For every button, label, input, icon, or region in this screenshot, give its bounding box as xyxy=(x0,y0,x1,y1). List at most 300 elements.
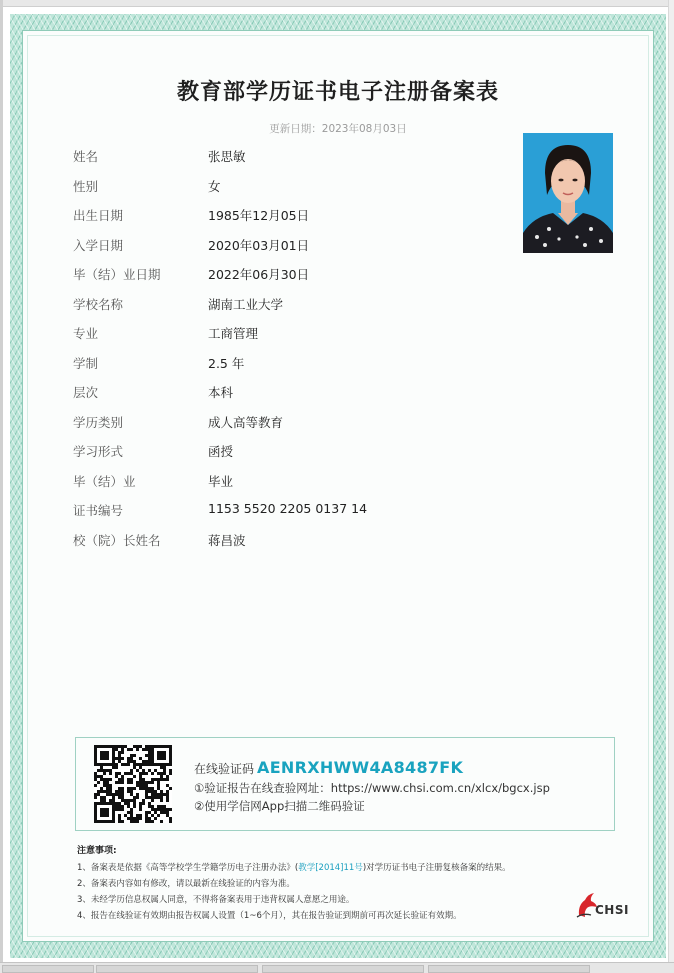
qr-module xyxy=(109,799,112,802)
qr-module xyxy=(130,748,133,751)
qr-module xyxy=(121,790,124,793)
qr-module xyxy=(151,820,154,823)
qr-module xyxy=(157,796,160,799)
qr-module xyxy=(100,775,103,778)
qr-module xyxy=(163,793,166,796)
qr-module xyxy=(127,748,130,751)
qr-module xyxy=(166,814,169,817)
qr-module xyxy=(115,790,118,793)
qr-module xyxy=(97,793,100,796)
field-label: 学制 xyxy=(73,355,99,371)
qr-module xyxy=(106,793,109,796)
qr-module xyxy=(148,748,151,751)
qr-module xyxy=(160,796,163,799)
qr-module xyxy=(151,796,154,799)
qr-finder xyxy=(100,751,109,760)
qr-module xyxy=(136,781,139,784)
qr-module xyxy=(133,805,136,808)
qr-module xyxy=(103,778,106,781)
qr-module xyxy=(100,790,103,793)
qr-module xyxy=(163,778,166,781)
field-value: 函授 xyxy=(208,444,234,459)
qr-module xyxy=(115,781,118,784)
qr-module xyxy=(148,802,151,805)
qr-module xyxy=(142,781,145,784)
qr-module xyxy=(127,799,130,802)
qr-module xyxy=(133,763,136,766)
qr-module xyxy=(166,811,169,814)
qr-module xyxy=(133,754,136,757)
qr-module xyxy=(121,799,124,802)
qr-module xyxy=(100,766,103,769)
qr-module xyxy=(148,745,151,748)
qr-module xyxy=(142,778,145,781)
qr-module xyxy=(145,760,148,763)
qr-module xyxy=(139,775,142,778)
note-1-post: )对学历证书电子注册复核备案的结果。 xyxy=(362,863,511,873)
qr-module xyxy=(148,769,151,772)
qr-module xyxy=(118,781,121,784)
qr-module xyxy=(121,745,124,748)
qr-module xyxy=(151,790,154,793)
qr-module xyxy=(130,820,133,823)
qr-module xyxy=(148,805,151,808)
qr-module xyxy=(145,754,148,757)
qr-module xyxy=(121,820,124,823)
qr-module xyxy=(169,817,172,820)
qr-module xyxy=(148,763,151,766)
field-value: 毕业 xyxy=(208,473,234,489)
qr-module xyxy=(115,763,118,766)
qr-module xyxy=(115,772,118,775)
qr-module xyxy=(148,796,151,799)
qr-module xyxy=(121,796,124,799)
qr-module xyxy=(124,745,127,748)
qr-module xyxy=(154,769,157,772)
qr-module xyxy=(139,745,142,748)
qr-module xyxy=(121,757,124,760)
qr-module xyxy=(142,772,145,775)
qr-module xyxy=(115,745,118,748)
qr-module xyxy=(157,787,160,790)
qr-module xyxy=(118,796,121,799)
qr-module xyxy=(121,787,124,790)
qr-module xyxy=(103,769,106,772)
qr-module xyxy=(106,781,109,784)
viewer-bottom-bar xyxy=(0,962,674,973)
qr-module xyxy=(145,796,148,799)
qr-module xyxy=(127,811,130,814)
qr-module xyxy=(130,760,133,763)
qr-module xyxy=(103,784,106,787)
qr-module xyxy=(166,778,169,781)
qr-module xyxy=(124,802,127,805)
qr-module xyxy=(115,775,118,778)
qr-module xyxy=(145,781,148,784)
qr-module xyxy=(136,763,139,766)
qr-module xyxy=(160,793,163,796)
qr-code-graphic xyxy=(94,745,172,823)
qr-module xyxy=(145,787,148,790)
qr-module xyxy=(139,778,142,781)
qr-module xyxy=(151,808,154,811)
field-value: 成人高等教育 xyxy=(208,414,284,430)
qr-module xyxy=(127,802,130,805)
qr-module xyxy=(145,820,148,823)
qr-module xyxy=(139,781,142,784)
qr-module xyxy=(157,793,160,796)
qr-module xyxy=(115,808,118,811)
qr-module xyxy=(169,787,172,790)
qr-module xyxy=(94,784,97,787)
portrait-icon xyxy=(523,133,613,253)
field-label: 层次 xyxy=(73,385,99,400)
qr-module xyxy=(109,778,112,781)
note-1-link[interactable]: 教学[2014]11号 xyxy=(298,863,363,873)
qr-module xyxy=(160,778,163,781)
qr-module xyxy=(142,787,145,790)
qr-module xyxy=(118,772,121,775)
qr-module xyxy=(160,775,163,778)
field-value: 蒋昌波 xyxy=(208,532,246,548)
qr-module xyxy=(136,745,139,748)
qr-module xyxy=(109,787,112,790)
qr-module xyxy=(118,754,121,757)
verification-url-line[interactable]: ①验证报告在线查验网址：https://www.chsi.com.cn/xlcx/bgcx.jsp xyxy=(194,781,550,795)
qr-module xyxy=(118,757,121,760)
qr-module xyxy=(118,805,121,808)
qr-module xyxy=(97,769,100,772)
qr-module xyxy=(151,805,154,808)
qr-module xyxy=(115,802,118,805)
qr-module xyxy=(127,787,130,790)
field-value: 女 xyxy=(208,178,221,194)
qr-module xyxy=(112,793,115,796)
qr-module xyxy=(157,772,160,775)
field-label: 性别 xyxy=(73,178,99,194)
field-label: 学习形式 xyxy=(73,444,124,459)
qr-module xyxy=(133,745,136,748)
qr-module xyxy=(94,796,97,799)
qr-module xyxy=(130,814,133,817)
verification-code-label: 在线验证码 xyxy=(194,762,255,776)
qr-module xyxy=(145,814,148,817)
qr-module xyxy=(103,772,106,775)
qr-module xyxy=(118,817,121,820)
qr-module xyxy=(148,760,151,763)
qr-module xyxy=(121,805,124,808)
chsi-logo-text: CHSI xyxy=(595,903,629,917)
field-value: 工商管理 xyxy=(208,326,259,341)
qr-module xyxy=(118,793,121,796)
qr-module xyxy=(130,754,133,757)
field-label: 姓名 xyxy=(73,149,99,164)
qr-module xyxy=(157,784,160,787)
qr-module xyxy=(139,802,142,805)
qr-module xyxy=(121,793,124,796)
field-label: 证书编号 xyxy=(73,503,124,518)
qr-module xyxy=(160,811,163,814)
field-label: 校（院）长姓名 xyxy=(73,532,161,548)
qr-module xyxy=(160,805,163,808)
qr-module xyxy=(163,766,166,769)
id-photo xyxy=(523,133,613,253)
qr-module xyxy=(97,775,100,778)
qr-module xyxy=(94,772,97,775)
qr-module xyxy=(151,772,154,775)
qr-module xyxy=(139,817,142,820)
qr-module xyxy=(160,808,163,811)
qr-module xyxy=(97,781,100,784)
qr-module xyxy=(160,799,163,802)
qr-module xyxy=(130,772,133,775)
qr-module xyxy=(160,772,163,775)
qr-module xyxy=(118,814,121,817)
qr-module xyxy=(169,769,172,772)
qr-module xyxy=(115,757,118,760)
qr-module xyxy=(127,763,130,766)
qr-module xyxy=(109,790,112,793)
updated-value: 2023年08月03日 xyxy=(321,123,407,135)
qr-module xyxy=(139,814,142,817)
qr-module xyxy=(112,796,115,799)
field-value: 1985年12月05日 xyxy=(208,208,310,223)
field-value: 1153 5520 2205 0137 14 xyxy=(208,501,368,516)
qr-module xyxy=(109,772,112,775)
qr-module xyxy=(118,760,121,763)
field-value: 2020年03月01日 xyxy=(208,237,310,253)
qr-module xyxy=(139,772,142,775)
qr-module xyxy=(136,817,139,820)
qr-module xyxy=(130,790,133,793)
qr-code-icon[interactable] xyxy=(94,745,172,823)
qr-module xyxy=(148,757,151,760)
verification-app-line: ②使用学信网App扫描二维码验证 xyxy=(194,799,365,813)
qr-module xyxy=(163,811,166,814)
qr-module xyxy=(103,799,106,802)
qr-module xyxy=(139,808,142,811)
qr-module xyxy=(136,796,139,799)
qr-module xyxy=(127,760,130,763)
qr-module xyxy=(121,751,124,754)
qr-module xyxy=(154,811,157,814)
notes-title: 注意事项: xyxy=(77,846,117,856)
qr-module xyxy=(145,763,148,766)
qr-module xyxy=(133,775,136,778)
qr-module xyxy=(148,820,151,823)
verification-code xyxy=(194,758,463,777)
field-value: 张思敏 xyxy=(208,149,246,164)
qr-module xyxy=(100,799,103,802)
qr-module xyxy=(127,757,130,760)
qr-module xyxy=(136,820,139,823)
qr-module xyxy=(142,748,145,751)
verification-code-value[interactable]: AENRXHWW4A8487FK xyxy=(257,758,464,777)
field-label: 出生日期 xyxy=(73,208,124,223)
qr-module xyxy=(139,784,142,787)
field-value: 2.5 年 xyxy=(208,355,245,371)
qr-finder xyxy=(157,751,166,760)
qr-module xyxy=(118,751,121,754)
qr-module xyxy=(130,778,133,781)
qr-module xyxy=(154,790,157,793)
qr-module xyxy=(163,769,166,772)
qr-module xyxy=(139,805,142,808)
qr-module xyxy=(139,757,142,760)
qr-module xyxy=(133,766,136,769)
qr-module xyxy=(163,772,166,775)
qr-module xyxy=(148,787,151,790)
qr-module xyxy=(115,805,118,808)
qr-module xyxy=(163,805,166,808)
qr-module xyxy=(130,781,133,784)
qr-module xyxy=(166,799,169,802)
qr-module xyxy=(109,793,112,796)
qr-module xyxy=(118,802,121,805)
qr-module xyxy=(115,766,118,769)
note-1 xyxy=(77,861,511,873)
note-3: 3、未经学历信息权属人同意，不得将备案表用于违背权属人意愿之用途。 xyxy=(77,895,355,905)
qr-module xyxy=(154,817,157,820)
qr-module xyxy=(109,784,112,787)
qr-module xyxy=(94,778,97,781)
qr-module xyxy=(151,814,154,817)
qr-module xyxy=(145,784,148,787)
qr-module xyxy=(100,787,103,790)
field-label: 学校名称 xyxy=(73,296,124,312)
qr-module xyxy=(121,775,124,778)
qr-module xyxy=(166,793,169,796)
qr-module xyxy=(127,772,130,775)
qr-module xyxy=(157,808,160,811)
qr-module xyxy=(103,796,106,799)
qr-module xyxy=(130,787,133,790)
field-value: 本科 xyxy=(208,385,234,400)
qr-module xyxy=(148,751,151,754)
qr-module xyxy=(100,778,103,781)
qr-module xyxy=(124,814,127,817)
qr-module xyxy=(94,775,97,778)
qr-module xyxy=(103,790,106,793)
qr-module xyxy=(148,754,151,757)
qr-module xyxy=(160,766,163,769)
qr-module xyxy=(139,763,142,766)
field-label: 学历类别 xyxy=(73,414,124,430)
qr-module xyxy=(154,793,157,796)
qr-module xyxy=(112,799,115,802)
qr-module xyxy=(151,778,154,781)
qr-module xyxy=(94,793,97,796)
qr-module xyxy=(133,796,136,799)
qr-module xyxy=(142,769,145,772)
qr-module xyxy=(121,778,124,781)
qr-module xyxy=(142,760,145,763)
field-value: 2022年06月30日 xyxy=(208,267,310,282)
qr-module xyxy=(157,778,160,781)
verification-box xyxy=(75,737,615,831)
qr-module xyxy=(151,781,154,784)
qr-module xyxy=(121,808,124,811)
qr-module xyxy=(169,808,172,811)
qr-module xyxy=(145,790,148,793)
qr-module xyxy=(151,799,154,802)
qr-module xyxy=(121,781,124,784)
viewer-left-edge xyxy=(0,0,3,972)
field-value: 湖南工业大学 xyxy=(208,296,284,312)
qr-module xyxy=(142,763,145,766)
qr-module xyxy=(112,766,115,769)
qr-module xyxy=(106,769,109,772)
qr-module xyxy=(106,784,109,787)
qr-module xyxy=(127,790,130,793)
qr-module xyxy=(100,796,103,799)
qr-module xyxy=(142,799,145,802)
qr-module xyxy=(124,763,127,766)
chsi-logo xyxy=(575,891,635,921)
qr-module xyxy=(154,796,157,799)
qr-module xyxy=(106,787,109,790)
qr-module xyxy=(127,817,130,820)
qr-module xyxy=(145,817,148,820)
qr-module xyxy=(145,793,148,796)
qr-module xyxy=(121,763,124,766)
qr-module xyxy=(130,808,133,811)
qr-module xyxy=(133,787,136,790)
qr-module xyxy=(151,793,154,796)
qr-module xyxy=(154,778,157,781)
qr-module xyxy=(121,748,124,751)
qr-module xyxy=(130,817,133,820)
qr-module xyxy=(160,790,163,793)
qr-module xyxy=(154,808,157,811)
qr-module xyxy=(130,811,133,814)
qr-module xyxy=(103,781,106,784)
qr-module xyxy=(148,817,151,820)
qr-module xyxy=(127,781,130,784)
qr-module xyxy=(118,745,121,748)
qr-module xyxy=(118,787,121,790)
field-label: 入学日期 xyxy=(73,237,124,253)
qr-module xyxy=(136,748,139,751)
viewer-scrollbar[interactable] xyxy=(668,0,674,972)
qr-module xyxy=(169,820,172,823)
qr-module xyxy=(118,808,121,811)
qr-module xyxy=(139,787,142,790)
qr-finder xyxy=(100,808,109,817)
qr-module xyxy=(145,772,148,775)
qr-module xyxy=(163,808,166,811)
qr-module xyxy=(148,790,151,793)
qr-module xyxy=(133,817,136,820)
qr-module xyxy=(115,748,118,751)
certificate-body xyxy=(22,30,654,942)
qr-module xyxy=(145,745,148,748)
qr-module xyxy=(109,769,112,772)
qr-module xyxy=(130,769,133,772)
qr-module xyxy=(148,781,151,784)
qr-module xyxy=(136,793,139,796)
qr-module xyxy=(166,784,169,787)
qr-module xyxy=(130,793,133,796)
qr-module xyxy=(166,775,169,778)
field-label: 专业 xyxy=(73,326,99,341)
qr-module xyxy=(106,790,109,793)
qr-module xyxy=(127,805,130,808)
qr-module xyxy=(133,802,136,805)
note-2: 2、备案表内容如有修改，请以最新在线验证的内容为准。 xyxy=(77,879,295,889)
qr-module xyxy=(145,811,148,814)
qr-module xyxy=(133,760,136,763)
